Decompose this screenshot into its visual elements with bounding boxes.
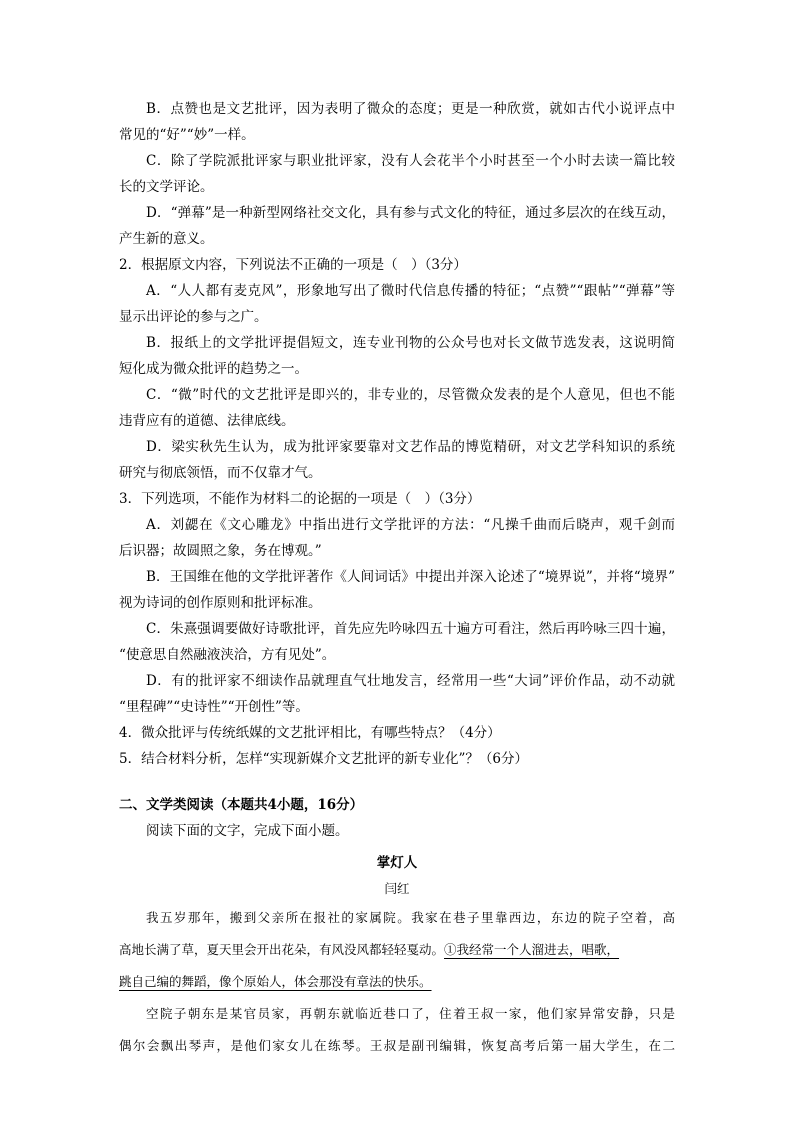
option-line: D．有的批评家不细读作品就理直气壮地发言，经常用一些“大词”评价作品，动不动就 — [146, 673, 675, 689]
q5-stem: 5．结合材料分析，怎样“实现新媒介文艺批评的新专业化”？（6分） — [119, 751, 528, 767]
q2-option-d — [119, 434, 675, 486]
story-line: 空院子朝东是某官员家，再朝东就临近巷口了，住着王叔一家，他们家异常安静，只是 — [146, 1006, 675, 1021]
option-line: C．除了学院派批评家与职业批评家，没有人会花半个小时甚至一个小时去读一篇比较 — [146, 153, 675, 169]
section2-heading: 二、文学类阅读（本题共4小题，16分） — [119, 797, 364, 813]
option-line: B．王国维在他的文学批评著作《人间词话》中提出并深入论述了“境界说”，并将“境界” — [146, 569, 675, 585]
underlined-sentence: 跳自己编的舞蹈，像个原始人，体会那没有章法的快乐。 — [119, 974, 432, 989]
option-line: 后识器；故圆照之象，务在博观。” — [119, 543, 322, 559]
option-line: 长的文学评论。 — [119, 179, 214, 195]
option-line: D．梁实秋先生认为，成为批评家要靠对文艺作品的博览精研，对文艺学科知识的系统 — [146, 439, 675, 455]
story-line: 偶尔会飘出琴声，是他们家女儿在练琴。王叔是副刊编辑，恢复高考后第一届大学生，在二 — [119, 1038, 675, 1053]
option-line: A．“人人都有麦克风”，形象地写出了微时代信息传播的特征；“点赞”“跟帖”“弹幕”等 — [146, 283, 675, 299]
q3-option-b — [119, 564, 675, 616]
q3-option-a — [119, 512, 675, 564]
story-line: 我五岁那年，搬到父亲所在报社的家属院。我家在巷子里靠西边，东边的院子空着，高 — [146, 910, 675, 925]
section2-instruction: 阅读下面的文字，完成下面小题。 — [146, 823, 349, 839]
option-line: 违背应有的道德、法律底线。 — [119, 413, 295, 429]
option-line: C．“微”时代的文艺批评是即兴的，非专业的，尽管微众发表的是个人意见，但也不能 — [146, 387, 675, 403]
story-line — [119, 934, 675, 966]
option-line: C．朱熹强调要做好诗歌批评，首先应先吟咏四五十遍方可看注，然后再吟咏三四十遍， — [146, 621, 675, 637]
story-author: 闫红 — [384, 881, 410, 896]
option-line: D．“弹幕”是一种新型网络社交文化，具有参与式文化的特征，通过多层次的在线互动， — [146, 205, 675, 221]
story-paragraph-1 — [119, 902, 675, 998]
option-line: 产生新的意义。 — [119, 231, 214, 247]
q1-option-d — [119, 200, 675, 252]
q1-option-b — [119, 96, 675, 148]
option-line: 显示出评论的参与之广。 — [119, 309, 268, 325]
option-line: “使意思自然融液浃洽，方有见处”。 — [119, 647, 336, 663]
q3-stem: 3．下列选项，不能作为材料二的论据的一项是（ ）（3分） — [119, 491, 481, 507]
option-line: 常见的“好”“妙”一样。 — [119, 127, 255, 143]
q2-option-b — [119, 330, 675, 382]
q1-option-c — [119, 148, 675, 200]
q4-stem: 4．微众批评与传统纸媒的文艺批评相比，有哪些特点？（4分） — [119, 725, 501, 741]
underlined-sentence: ①我经常一个人溜进去，唱歌， — [444, 942, 620, 957]
option-line: 研究与彻底领悟，而不仅靠才气。 — [119, 465, 322, 481]
option-line: “里程碑”“史诗性”“开创性”等。 — [119, 699, 309, 715]
story-text: 高地长满了草，夏天里会开出花朵，有风没风都轻轻戛动。 — [119, 942, 445, 957]
q2-stem: 2．根据原文内容，下列说法不正确的一项是（ ）（3分） — [119, 257, 467, 273]
document-body — [119, 96, 675, 1062]
option-line: B．报纸上的文学批评提倡短文，连专业刊物的公众号也对长文做节选发表，这说明简 — [146, 335, 675, 351]
q2-option-c — [119, 382, 675, 434]
q3-option-c — [119, 616, 675, 668]
story-line — [119, 966, 675, 998]
story-title: 掌灯人 — [376, 855, 418, 871]
option-line: 视为诗词的创作原则和批评标准。 — [119, 595, 322, 611]
option-line: A．刘勰在《文心雕龙》中指出进行文学批评的方法：“凡操千曲而后晓声，观千剑而 — [146, 517, 675, 533]
option-line: B．点赞也是文艺批评，因为表明了微众的态度；更是一种欣赏，就如古代小说评点中 — [146, 101, 675, 117]
story-paragraph-2 — [119, 998, 675, 1062]
q3-option-d — [119, 668, 675, 720]
option-line: 短化成为微众批评的趋势之一。 — [119, 361, 308, 377]
q2-option-a — [119, 278, 675, 330]
